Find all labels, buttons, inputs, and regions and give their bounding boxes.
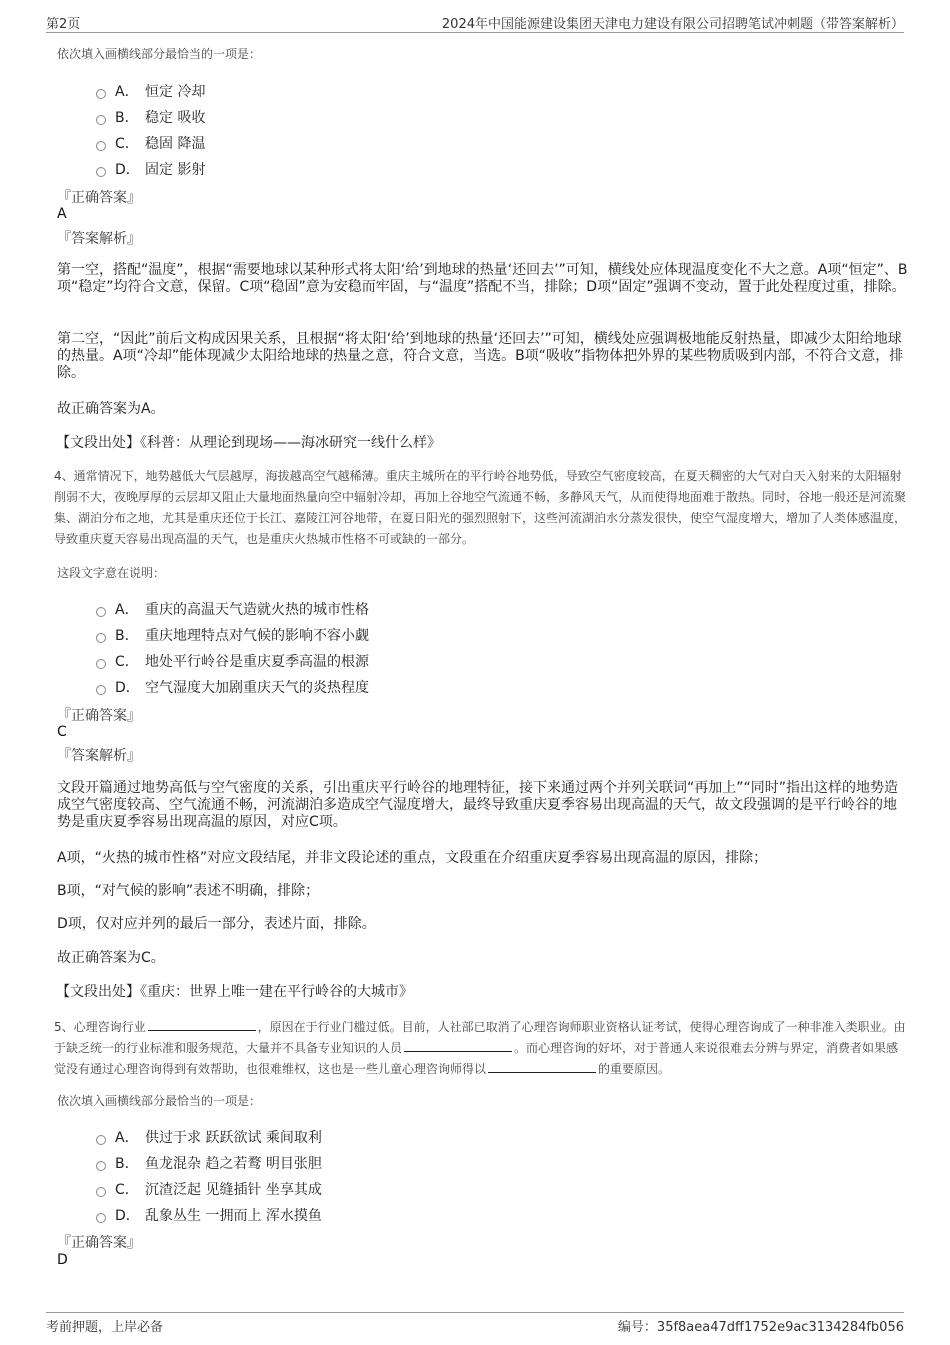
q4-source: 【文段出处】《重庆：世界上唯一建在平行岭谷的大城市》	[56, 984, 413, 1000]
q4-options	[96, 596, 369, 700]
q3-option-c[interactable]: C． 稳固 降温	[96, 130, 205, 156]
q3-correct-answer: A	[57, 206, 67, 222]
q4-conclusion: 故正确答案为C。	[57, 950, 165, 966]
q4-analysis-1: 文段开篇通过地势高低与空气密度的关系，引出重庆平行岭谷的地理特征，接下来通过两个并列关联词“再加上”“同时”指出这样的地势造成空气密度较高、空气流通不畅，河流湖泊多造成空气湿度增大，最终导致重庆夏季容易出现高温的天气，故文段强调的是平行岭谷的地势是重庆夏季容易出现高温的原因，对应C项。	[57, 780, 899, 830]
q4-analysis-d: D项，仅对应并列的最后一部分，表述片面，排除。	[57, 916, 376, 932]
radio-icon[interactable]	[96, 1187, 106, 1197]
q5-option-b[interactable]: B． 鱼龙混杂 趋之若鹜 明目张胆	[96, 1150, 322, 1176]
q4-correct-label: 『正确答案』	[57, 708, 141, 724]
q4-analysis-b: B项，“对气候的影响”表述不明确，排除；	[57, 883, 320, 899]
q3-conclusion: 故正确答案为A。	[57, 401, 165, 417]
radio-icon[interactable]	[96, 659, 106, 669]
blank-3	[488, 1062, 596, 1073]
q4-prompt: 这段文字意在说明：	[57, 566, 166, 580]
page-header	[46, 10, 904, 33]
q5-option-a[interactable]: A． 供过于求 跃跃欲试 乘间取利	[96, 1124, 322, 1150]
q3-analysis-1: 第一空，搭配“温度”，根据“需要地球以某种形式将太阳‘给’到地球的热量‘还回去’”可知，横线处应体现温度变化不大之意。A项“恒定”、B项“稳定”均符合文意，保留。C项“稳固”意为安稳而牢固，与“温度”搭配不当，排除；D项“固定”强调不变动，置于此处程度过重，排除。	[57, 262, 908, 295]
q4-option-a[interactable]: A． 重庆的高温天气造就火热的城市性格	[96, 596, 369, 622]
q3-prompt: 依次填入画横线部分最恰当的一项是：	[57, 47, 262, 61]
q4-option-b[interactable]: B． 重庆地理特点对气候的影响不容小觑	[96, 622, 369, 648]
q4-analysis-a: A项，“火热的城市性格”对应文段结尾，并非文段论述的重点，文段重在介绍重庆夏季容易出现高温的原因，排除；	[57, 850, 768, 866]
blank-2	[404, 1041, 512, 1052]
q3-analysis-label: 『答案解析』	[57, 231, 141, 247]
q5-option-d[interactable]: D． 乱象丛生 一拥而上 浑水摸鱼	[96, 1202, 322, 1228]
q3-option-d[interactable]: D． 固定 影射	[96, 156, 205, 182]
q5-correct-label: 『正确答案』	[57, 1235, 141, 1251]
radio-icon[interactable]	[96, 1213, 106, 1223]
q4-option-c[interactable]: C． 地处平行岭谷是重庆夏季高温的根源	[96, 648, 369, 674]
q3-options	[96, 78, 205, 182]
q4-option-d[interactable]: D． 空气湿度大加剧重庆天气的炎热程度	[96, 674, 369, 700]
q5-options	[96, 1124, 322, 1228]
radio-icon[interactable]	[96, 167, 106, 177]
radio-icon[interactable]	[96, 633, 106, 643]
q3-option-a[interactable]: A． 恒定 冷却	[96, 78, 205, 104]
radio-icon[interactable]	[96, 1161, 106, 1171]
q3-analysis-2: 第二空，“因此”前后文构成因果关系，且根据“将太阳‘给’到地球的热量‘还回去’”可知，横线处应强调极地能反射热量，即减少太阳给地球的热量。A项“冷却”能体现减少太阳给地球的热量之意，符合文意，当选。B项“吸收”指物体把外界的某些物质吸到内部，不符合文意，排除。	[57, 331, 904, 381]
document-title: 2024年中国能源建设集团天津电力建设有限公司招聘笔试冲刺题（带答案解析）	[441, 17, 904, 32]
q5-correct-answer: D	[57, 1252, 68, 1268]
blank-1	[148, 1020, 256, 1031]
page-number: 第2页	[46, 17, 81, 32]
serial-number: 编号：35f8aea47dff1752e9ac3134284fb056	[617, 1320, 904, 1335]
q4-stem: 4、通常情况下，地势越低大气层越厚，海拔越高空气越稀薄。重庆主城所在的平行岭谷地势低，导致空气密度较高，在夏天稠密的大气对白天入射来的太阳辐射削弱不大，夜晚厚厚的云层却又阻止大量地面热量向空中辐射冷却，再加上谷地空气流通不畅，多静风天气，从而使得地面难于散热。同时，谷地一般还是河流聚集、湖泊分布之地，尤其是重庆还位于长江、嘉陵江河谷地带，在夏日阳光的强烈照射下，这些河流湖泊水分蒸发很快，使空气湿度增大，增加了人类体感温度，导致重庆夏天容易出现高温的天气，也是重庆火热城市性格不可或缺的一部分。	[54, 469, 907, 546]
radio-icon[interactable]	[96, 89, 106, 99]
radio-icon[interactable]	[96, 141, 106, 151]
radio-icon[interactable]	[96, 115, 106, 125]
footer-slogan: 考前押题，上岸必备	[46, 1320, 164, 1335]
q4-correct-answer: C	[57, 724, 67, 740]
radio-icon[interactable]	[96, 1135, 106, 1145]
q5-stem: 5、心理咨询行业 ，原因在于行业门槛过低。目前，人社部已取消了心理咨询师职业资格认证考试，使得心理咨询成了一种非准入类职业。由于缺乏统一的行业标准和服务规范，大量并不具备专业知识的人员 。而心理咨询的好坏，对于普通人来说很难去分辨与界定，消费者如果感觉没有通过心理咨询得到有效帮助，也很难维权，这也是一些儿童心理咨询师得以 的重要原因。	[54, 1020, 906, 1076]
q4-analysis-label: 『答案解析』	[57, 748, 141, 764]
q3-source: 【文段出处】《科普：从理论到现场——海冰研究一线什么样》	[56, 435, 441, 451]
q3-option-b[interactable]: B． 稳定 吸收	[96, 104, 205, 130]
q5-prompt: 依次填入画横线部分最恰当的一项是：	[57, 1094, 262, 1108]
radio-icon[interactable]	[96, 685, 106, 695]
q5-option-c[interactable]: C． 沉渣泛起 见缝插针 坐享其成	[96, 1176, 322, 1202]
radio-icon[interactable]	[96, 607, 106, 617]
page-footer	[46, 1312, 904, 1337]
q3-correct-label: 『正确答案』	[57, 190, 141, 206]
